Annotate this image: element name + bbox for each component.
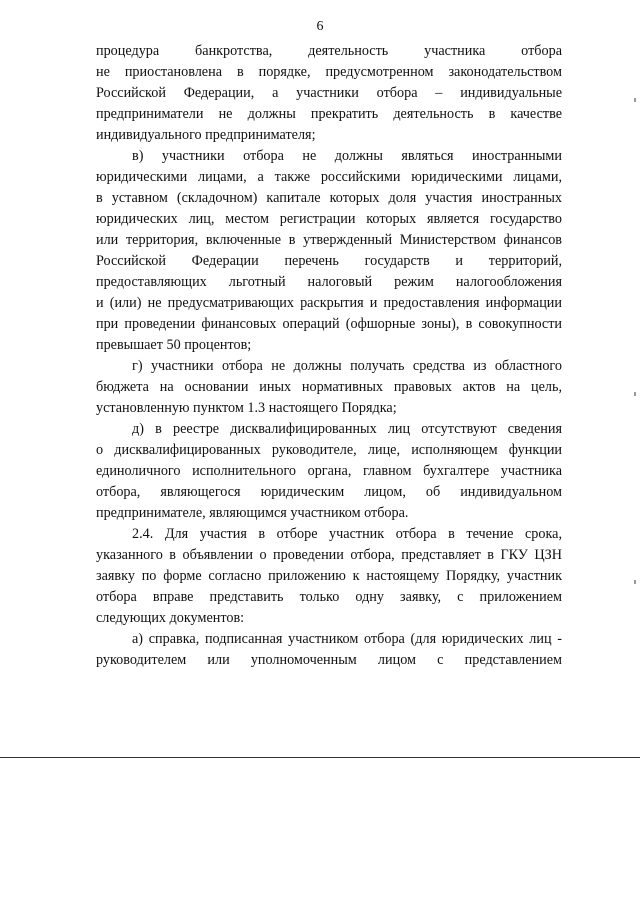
text-line: а) справка, подписанная участником отбора (для юридических лиц -: [132, 631, 562, 647]
paragraph-item-d: [96, 419, 562, 524]
text-line: отбора, являющегося юридическим лицом, об индивидуальном: [96, 484, 562, 500]
text-line: индивидуального предпринимателя;: [96, 127, 316, 143]
text-line: юридическими лицами, а также российскими юридическими лицами,: [96, 169, 562, 185]
text-line: заявку по форме согласно приложению к настоящему Порядку, участник: [96, 568, 562, 584]
paragraph-item-g: [96, 356, 562, 419]
scan-artifact: [634, 580, 636, 584]
text-line: отбора вправе представить только одну заявку, с приложением: [96, 589, 562, 605]
text-line: указанного в объявлении о проведении отбора, представляет в ГКУ ЦЗН: [96, 547, 562, 563]
paragraph-item-v: [96, 146, 562, 356]
text-line: предоставляющих льготный налоговый режим налогообложения: [96, 274, 562, 290]
text-line: предприниматели не должны прекратить деятельность в качестве: [96, 106, 562, 122]
text-line: в) участники отбора не должны являться иностранными: [132, 148, 562, 164]
text-line: г) участники отбора не должны получать средства из областного: [132, 358, 562, 374]
paragraph-item-a: [96, 629, 562, 671]
text-line: или территория, включенные в утвержденный Министерством финансов: [96, 232, 562, 248]
scan-artifact: [634, 392, 636, 396]
footer-divider: [0, 757, 640, 758]
text-line: единоличного исполнительного органа, главном бухгалтере участника: [96, 463, 562, 479]
text-line: 2.4. Для участия в отборе участник отбора в течение срока,: [132, 526, 562, 542]
paragraph-section-2-4: [96, 524, 562, 629]
text-line: при проведении финансовых операций (офшорные зоны), в совокупности: [96, 316, 562, 332]
text-line: бюджета на основании иных нормативных правовых актов на цель,: [96, 379, 562, 395]
text-line: в уставном (складочном) капитале которых доля участия иностранных: [96, 190, 562, 206]
text-line: предпринимателе, являющимся участником отбора.: [96, 505, 409, 521]
text-line: установленную пунктом 1.3 настоящего Порядка;: [96, 400, 397, 416]
text-line: юридических лиц, местом регистрации которых является государство: [96, 211, 562, 227]
text-line: Российской Федерации, а участники отбора – индивидуальные: [96, 85, 562, 101]
paragraph-bankruptcy-continuation: [96, 41, 562, 146]
document-body: [96, 41, 562, 671]
text-line: процедура банкротства, деятельность участника отбора: [96, 43, 562, 59]
text-line: следующих документов:: [96, 610, 245, 626]
text-line: превышает 50 процентов;: [96, 337, 252, 353]
scan-artifact: [634, 98, 636, 102]
text-line: о дисквалифицированных руководителе, лице, исполняющем функции: [96, 442, 562, 458]
text-line: и (или) не предусматривающих раскрытия и предоставления информации: [96, 295, 562, 311]
text-line: руководителем или уполномоченным лицом с представлением: [96, 652, 562, 668]
text-line: д) в реестре дисквалифицированных лиц отсутствуют сведения: [132, 421, 562, 437]
text-line: Российской Федерации перечень государств и территорий,: [96, 253, 562, 269]
page-number: 6: [316, 19, 324, 34]
text-line: не приостановлена в порядке, предусмотренном законодательством: [96, 64, 562, 80]
